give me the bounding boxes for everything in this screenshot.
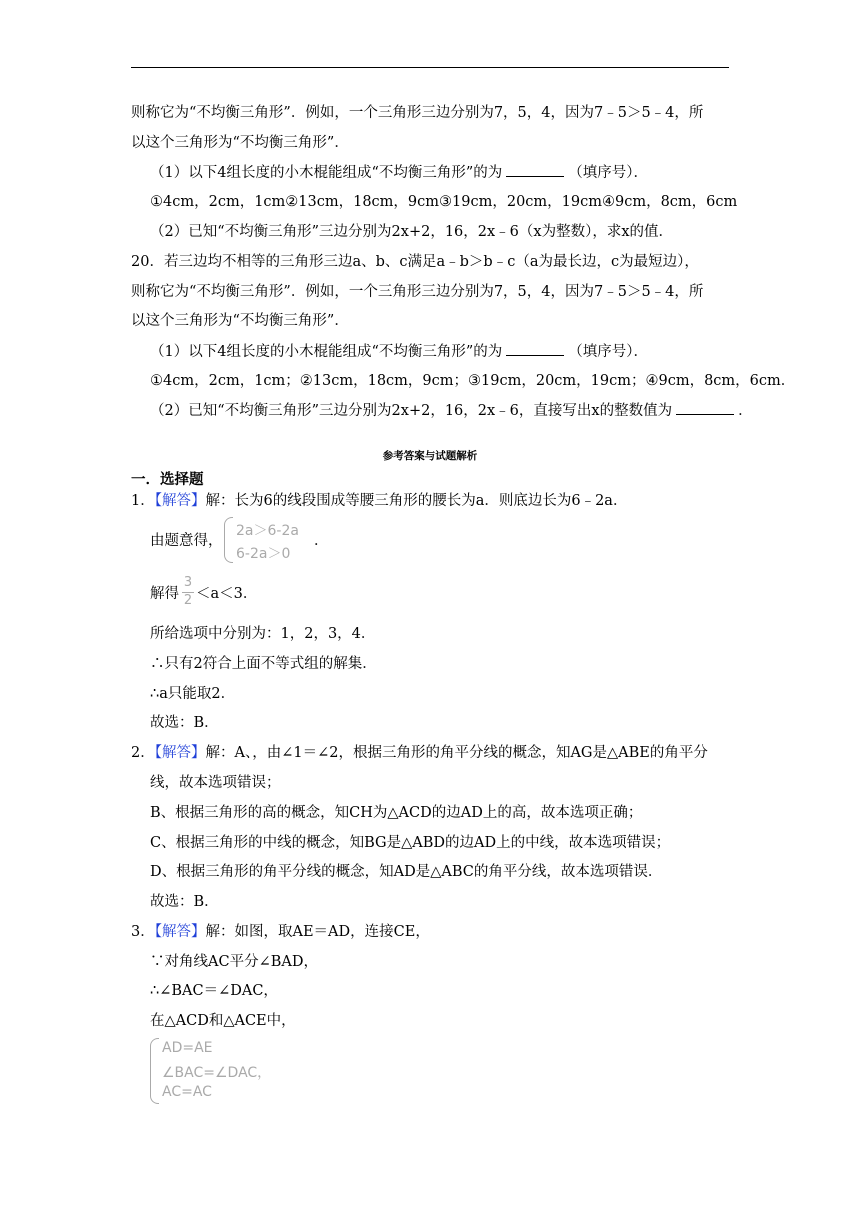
options-line: ①4cm，2cm，1cm；②13cm，18cm，9cm；③19cm，20cm，19cm；④9cm，8cm，6cm． [150,373,796,389]
text-line: 以这个三角形为“不均衡三角形”． [131,135,349,151]
text: （2）已知“不均衡三角形”三边分别为2x+2，16，2x﹣6，直接写出x的整数值为 [150,403,673,419]
fraction [182,575,196,611]
fraction-denominator: 2 [183,593,193,608]
system-row: ∠BAC=∠DAC， [162,1065,272,1081]
text: （1）以下4组长度的小木棍能组成“不均衡三角形”的为 [150,344,503,360]
header-rule [131,67,729,68]
equation-system [150,1038,290,1108]
text-line: 在△ACD和△ACE中， [150,1013,296,1029]
question-20: 20．若三边均不相等的三角形三边a、b、c满足a﹣b＞b﹣c（a为最长边，c为最短边）， [131,254,699,270]
text-line: ∴a只能取2． [150,686,236,702]
answer-tag: 【解答】 [154,924,206,940]
text-line: ∴只有2符合上面不等式组的解集． [150,656,377,672]
text-line: B、根据三角形的高的概念，知CH为△ACD的边AD上的高，故本选项正确； [150,805,643,821]
answer-1 [131,491,731,511]
text: （1）以下4组长度的小木棍能组成“不均衡三角形”的为 [150,165,503,181]
answer-2 [131,743,731,763]
question-part-2 [150,400,753,421]
system-row: AC=AC [162,1084,212,1100]
text-line: 故选：B． [150,715,219,731]
answer-tag: 【解答】 [154,493,206,509]
text-line: ∴∠BAC＝∠DAC， [150,983,278,999]
brace [224,517,233,563]
text: （填序号）． [568,344,649,360]
text-line: 由题意得， [150,533,223,549]
answers-title: 参考答案与试题解析 [382,450,478,462]
text: （填序号）． [568,165,649,181]
question-part-1 [150,162,750,183]
inequality-system [224,517,324,565]
options-line: ①4cm，2cm，1cm②13cm，18cm，9cm③19cm，20cm，19cm④9cm，8cm，6cm [150,194,738,210]
question-number: 2． [131,745,155,761]
text-line: C、根据三角形的中线的概念，知BG是△ABD的边AD上的中线，故本选项错误； [150,835,671,851]
text-line: 则称它为“不均衡三角形”．例如，一个三角形三边分别为7，5，4，因为7﹣5＞5﹣4，所 [131,284,704,300]
brace [150,1038,159,1104]
system-row: 2a＞6-2a [236,523,299,539]
system-row: 6-2a＞0 [236,546,291,562]
text: 解：长为6的线段围成等腰三角形的腰长为a．则底边长为6﹣2a． [205,493,628,509]
answer-blank [676,400,734,415]
answer-3 [131,922,731,942]
text: 解得 [150,586,179,602]
text: 解：如图，取AE＝AD，连接CE， [205,924,430,940]
question-number: 1． [131,493,155,509]
text: 解：A、，由∠1＝∠2，根据三角形的角平分线的概念，知AG是△ABE的角平分 [205,745,708,761]
answer-tag: 【解答】 [154,745,206,761]
answer-blank [506,162,564,177]
text-line: 所给选项中分别为：1，2，3，4． [150,626,376,642]
text: ． [738,403,753,419]
question-part-1 [150,341,750,362]
text-line: 以这个三角形为“不均衡三角形”． [131,313,349,329]
text-line: 故选：B． [150,894,219,910]
section-heading: 一．选择题 [131,471,204,488]
system-row: AD=AE [162,1040,213,1056]
fraction-numerator: 3 [183,575,193,590]
answer-blank [506,341,564,356]
text: ＜a＜3． [196,586,258,602]
text-line: 则称它为“不均衡三角形”．例如，一个三角形三边分别为7，5，4，因为7﹣5＞5﹣4，所 [131,105,704,121]
text-line: ∵对角线AC平分∠BAD， [150,954,318,970]
text-line: D、根据三角形的角平分线的概念，知AD是△ABC的角平分线，故本选项错误． [150,864,663,880]
text-line: 线，故本选项错误； [150,775,281,791]
text: ． [314,533,329,549]
question-number: 3． [131,924,155,940]
question-part-2: （2）已知“不均衡三角形”三边分别为2x+2，16，2x﹣6（x为整数），求x的值． [150,224,674,240]
